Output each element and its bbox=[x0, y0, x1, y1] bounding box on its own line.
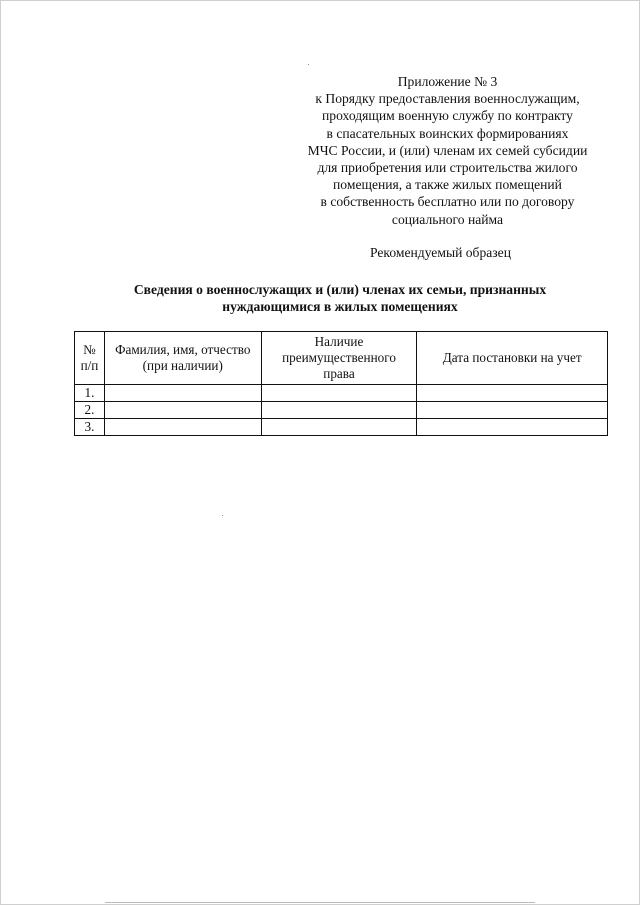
document-title bbox=[80, 281, 600, 315]
cell-priority-right bbox=[261, 419, 417, 436]
header-priority-right bbox=[261, 332, 417, 385]
header-priority-line-1: Наличие bbox=[314, 334, 364, 349]
cell-registration-date bbox=[417, 385, 608, 402]
document-title-line-1: Сведения о военнослужащих и (или) членах их семьи, признанных bbox=[133, 282, 547, 297]
scan-artifact-line bbox=[105, 902, 535, 903]
appendix-line: в спасательных воинских формированиях bbox=[326, 125, 569, 141]
header-number-sign: № bbox=[83, 342, 96, 357]
appendix-line: в собственность бесплатно или по договору bbox=[320, 194, 575, 210]
appendix-title: Приложение № 3 bbox=[397, 74, 498, 89]
table-row bbox=[75, 419, 608, 436]
table-row bbox=[75, 385, 608, 402]
cell-full-name bbox=[104, 402, 261, 419]
scan-speck bbox=[308, 64, 309, 65]
document-title-line-2: нуждающимися в жилых помещениях bbox=[222, 299, 458, 314]
appendix-line: к Порядку предоставления военнослужащим, bbox=[315, 91, 580, 107]
scan-speck bbox=[222, 515, 223, 516]
cell-priority-right bbox=[261, 385, 417, 402]
header-priority-line-3: права bbox=[323, 366, 355, 381]
header-full-name-line-2: (при наличии) bbox=[142, 358, 223, 373]
appendix-header bbox=[290, 73, 605, 228]
cell-registration-date bbox=[417, 419, 608, 436]
header-registration-date: Дата постановки на учет bbox=[417, 332, 608, 385]
table-header-row bbox=[75, 332, 608, 385]
header-number-abbr: п/п bbox=[80, 358, 99, 373]
appendix-line: помещения, а также жилых помещений bbox=[333, 177, 562, 193]
records-table bbox=[74, 331, 608, 436]
cell-number: 2. bbox=[75, 402, 105, 419]
cell-number: 1. bbox=[75, 385, 105, 402]
appendix-line: для приобретения или строительства жилого bbox=[317, 160, 578, 176]
cell-number: 3. bbox=[75, 419, 105, 436]
header-priority-line-2: преимущественного bbox=[282, 350, 396, 365]
appendix-line: МЧС России, и (или) членам их семей субсидии bbox=[307, 142, 588, 158]
appendix-line: проходящим военную службу по контракту bbox=[322, 108, 573, 124]
header-full-name-line-1: Фамилия, имя, отчество bbox=[115, 342, 251, 357]
cell-priority-right bbox=[261, 402, 417, 419]
appendix-line: социального найма bbox=[391, 211, 504, 227]
cell-registration-date bbox=[417, 402, 608, 419]
cell-full-name bbox=[104, 419, 261, 436]
header-full-name bbox=[104, 332, 261, 385]
header-number bbox=[75, 332, 105, 385]
table-row bbox=[75, 402, 608, 419]
sample-label: Рекомендуемый образец bbox=[370, 245, 511, 260]
cell-full-name bbox=[104, 385, 261, 402]
